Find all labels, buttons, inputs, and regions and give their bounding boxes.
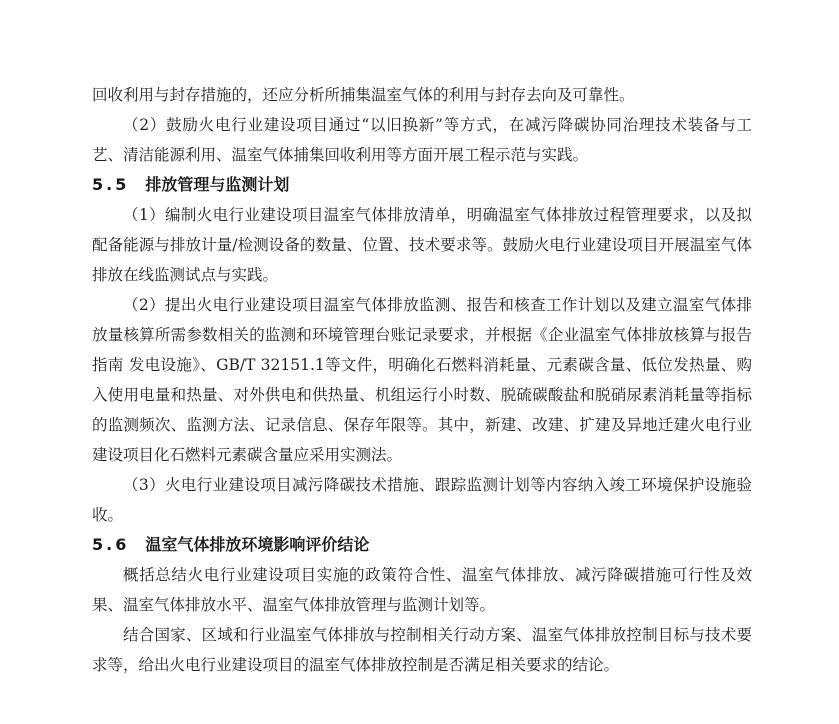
body-paragraph: （1）编制火电行业建设项目温室气体排放清单，明确温室气体排放过程管理要求，以及拟配备能源与排放计量/检测设备的数量、位置、技术要求等。鼓励火电行业建设项目开展温室气体排放在线监测试点与实践。	[92, 206, 752, 284]
section-number: 5.6	[92, 535, 130, 554]
body-paragraph: （2）鼓励火电行业建设项目通过“以旧换新”等方式，在减污降碳协同治理技术装备与工艺、清洁能源利用、温室气体捕集回收利用等方面开展工程示范与实践。	[92, 116, 752, 164]
body-paragraph-continuation: 回收利用与封存措施的，还应分析所捕集温室气体的利用与封存去向及可靠性。	[92, 86, 635, 104]
body-paragraph: 结合国家、区域和行业温室气体排放与控制相关行动方案、温室气体排放控制目标与技术要求等，给出火电行业建设项目的温室气体排放控制是否满足相关要求的结论。	[92, 626, 752, 674]
body-paragraph: （3）火电行业建设项目减污降碳技术措施、跟踪监测计划等内容纳入竣工环境保护设施验收。	[92, 476, 752, 524]
section-title: 温室气体排放环境影响评价结论	[145, 535, 370, 554]
section-heading-5-6	[92, 530, 752, 560]
section-heading-5-5	[92, 170, 752, 200]
section-number: 5.5	[92, 175, 130, 194]
body-paragraph: 概括总结火电行业建设项目实施的政策符合性、温室气体排放、减污降碳措施可行性及效果、温室气体排放水平、温室气体排放管理与监测计划等。	[92, 566, 752, 614]
body-paragraph: （2）提出火电行业建设项目温室气体排放监测、报告和核查工作计划以及建立温室气体排放量核算所需参数相关的监测和环境管理台账记录要求，并根据《企业温室气体排放核算与报告指南 发电设施》、GB/T 32151.1等文件，明确化石燃料消耗量、元素碳含量、低位发热量、购入使用电量和热量、对外供电和供热量、机组运行小时数、脱硫碳酸盐和脱硝尿素消耗量等指标的监测频次、监测方法、记录信息、保存年限等。其中，新建、改建、扩建及异地迁建火电行业建设项目化石燃料元素碳含量应采用实测法。	[92, 296, 752, 464]
section-title: 排放管理与监测计划	[145, 175, 290, 194]
